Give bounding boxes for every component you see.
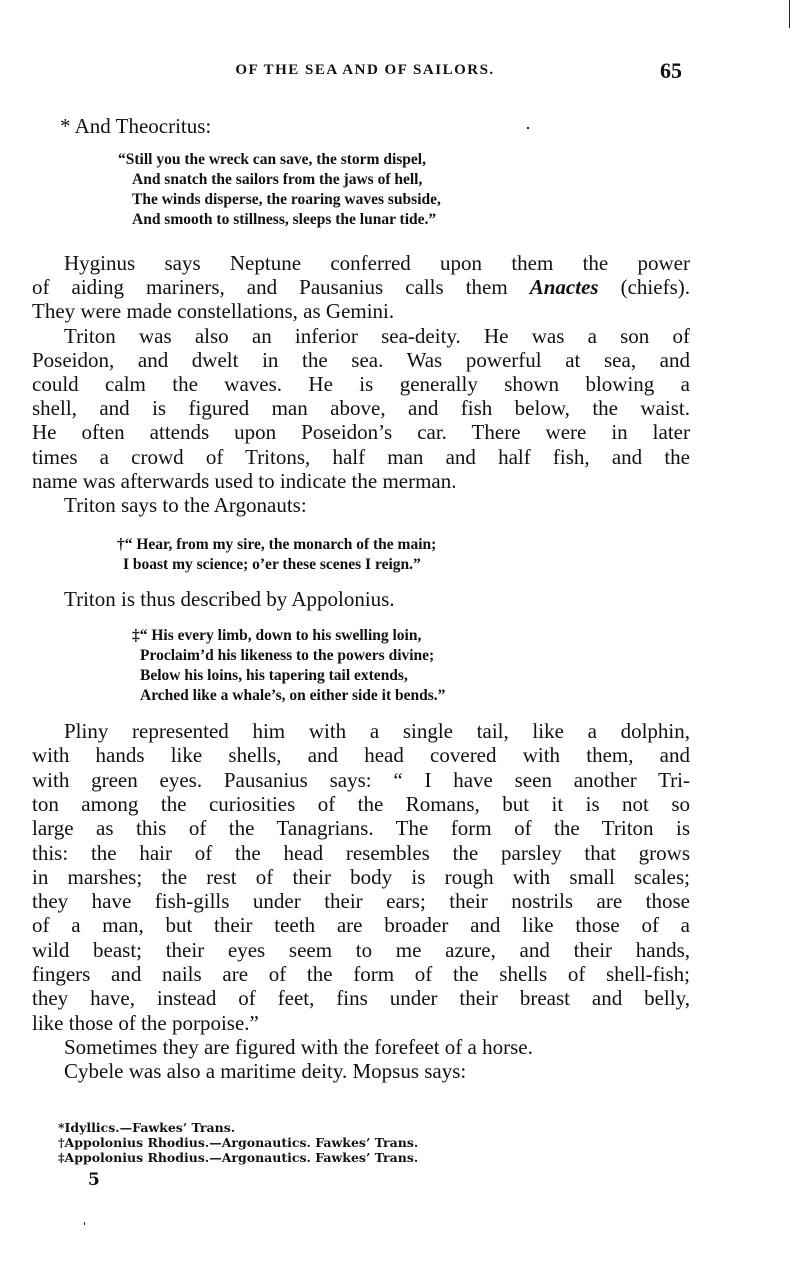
text-line: ton among the curiosities of the Romans, but it is not so [32,791,690,816]
text-line: large as this of the Tanagrians. The form of the Triton is [32,816,690,841]
text-line: they have fish-gills under their ears; their nostrils are those [32,889,690,914]
text-line: in marshes; the rest of their body is rough with small scales; [32,864,690,889]
verse-line: †“ Hear, from my sire, the monarch of the main; [117,536,437,553]
scan-speck [84,1222,85,1225]
text-line: this: the hair of the head resembles the parsley that grows [32,840,690,865]
text-line: Pliny represented him with a single tail, like a dolphin, [64,719,690,743]
footnote: *Idyllics.—Fawkes’ Trans. [58,1120,236,1135]
text-line: of aiding mariners, and Pausanius calls them Anactes (chiefs). [32,275,690,300]
scan-edge [789,0,790,28]
intro-line: * And Theocritus: [60,114,212,138]
verse-line: Arched like a whale’s, on either side it bends.” [140,687,446,704]
verse-line: And snatch the sailors from the jaws of hell, [132,171,423,188]
text-line: could calm the waves. He is generally shown blowing a [32,372,690,396]
text-line: they have, instead of feet, fins under their breast and belly, [32,986,690,1011]
text-line: Hyginus says Neptune conferred upon them the power [64,251,690,275]
verse-line: The winds disperse, the roaring waves subside, [132,191,441,208]
verse-line: I boast my science; o’er these scenes I reign.” [123,556,421,573]
text-line: They were made constellations, as Gemini. [32,299,395,324]
text-line: with green eyes. Pausanius says: “ I have seen another Tri- [32,767,690,792]
text-line: wild beast; their eyes seem to me azure, and their hands, [32,937,690,962]
mid-line: Triton is thus described by Appolonius. [64,587,395,611]
footnote: †Appolonius Rhodius.—Argonautics. Fawkes’ Trans. [58,1135,419,1150]
footnote: ‡Appolonius Rhodius.—Argonautics. Fawkes’ Trans. [58,1150,419,1165]
text-line: like those of the porpoise.” [32,1010,259,1035]
text-line: Poseidon, and dwelt in the sea. Was powerful at sea, and [32,347,690,372]
page-number: 65 [660,58,682,83]
text-line: Sometimes they are figured with the forefeet of a horse. [64,1034,533,1059]
signature-mark: 5 [88,1170,100,1190]
verse-line: And smooth to stillness, sleeps the lunar tide.” [132,211,437,228]
text-line: name was afterwards used to indicate the merman. [32,468,457,493]
text-line: He often attends upon Poseidon’s car. There were in later [32,420,690,445]
verse-line: Below his loins, his tapering tail extends, [140,667,408,684]
text-line: Triton says to the Argonauts: [64,493,307,517]
text-line: times a crowd of Tritons, half man and half fish, and the [32,444,690,469]
verse-line: “Still you the wreck can save, the storm dispel, [118,151,426,168]
verse-line: Proclaim’d his likeness to the powers divine; [140,647,435,664]
text-line: with hands like shells, and head covered with them, and [32,743,690,768]
text-line: of a man, but their teeth are broader and like those of a [32,913,690,938]
text-line: shell, and is figured man above, and fish below, the waist. [32,396,690,421]
scan-speck [527,127,529,129]
text-line: Cybele was also a maritime deity. Mopsus says: [64,1059,467,1084]
text-line: fingers and nails are of the form of the shells of shell-fish; [32,962,690,986]
running-title: OF THE SEA AND OF SAILORS. [235,62,495,78]
verse-line: ‡“ His every limb, down to his swelling loin, [132,627,422,644]
text-line: Triton was also an inferior sea-deity. He was a son of [64,323,690,348]
